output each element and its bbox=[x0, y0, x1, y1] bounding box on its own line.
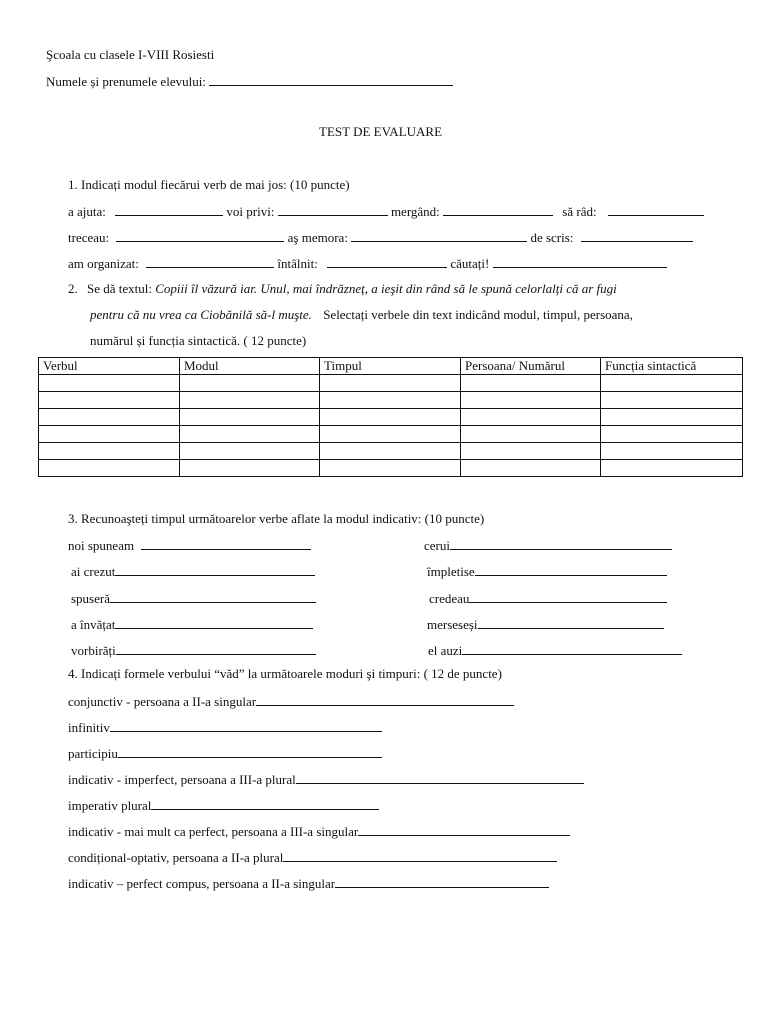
ex4-answer-field[interactable] bbox=[110, 719, 382, 732]
school-name: Şcoala cu clasele I-VIII Rosiesti bbox=[46, 47, 215, 62]
ex1-answer-field[interactable] bbox=[115, 203, 223, 216]
table-cell[interactable] bbox=[180, 375, 320, 392]
table-cell[interactable] bbox=[601, 375, 743, 392]
ex4-item bbox=[68, 875, 549, 892]
ex2-quote-2: pentru că nu vrea ca Ciobănilă să-l muşte. bbox=[90, 307, 312, 322]
ex4-answer-field[interactable] bbox=[335, 875, 549, 888]
ex1-verb: de scris: bbox=[530, 230, 574, 245]
ex2-number: 2. bbox=[68, 281, 78, 296]
ex4-item bbox=[68, 823, 570, 840]
table-cell[interactable] bbox=[320, 443, 461, 460]
table-cell[interactable] bbox=[39, 375, 180, 392]
ex1-answer-field[interactable] bbox=[608, 203, 704, 216]
ex2-line-1 bbox=[68, 281, 617, 297]
ex4-item bbox=[68, 849, 557, 866]
ex1-row-1 bbox=[68, 203, 704, 220]
student-name-line bbox=[46, 73, 453, 90]
table-cell[interactable] bbox=[39, 409, 180, 426]
ex3-answer-field[interactable] bbox=[110, 590, 316, 603]
table-cell[interactable] bbox=[320, 392, 461, 409]
ex3-verb: merseseși bbox=[427, 617, 478, 632]
table-row bbox=[39, 392, 743, 409]
ex2-instruction-2: numărul și funcția sintactică. ( 12 puncte) bbox=[90, 333, 307, 348]
ex4-item bbox=[68, 719, 382, 736]
ex1-verb: căutați! bbox=[450, 256, 490, 271]
table-header-person-number: Persoana/ Numărul bbox=[461, 358, 601, 375]
table-header-mood: Modul bbox=[180, 358, 320, 375]
table-cell[interactable] bbox=[39, 392, 180, 409]
ex1-verb: să râd: bbox=[562, 204, 597, 219]
table-cell[interactable] bbox=[601, 426, 743, 443]
ex3-answer-field[interactable] bbox=[478, 616, 664, 629]
ex2-intro: Se dă textul: bbox=[87, 281, 152, 296]
ex3-answer-field[interactable] bbox=[475, 563, 667, 576]
ex1-verb: am organizat: bbox=[68, 256, 139, 271]
ex4-heading: 4. Indicați formele verbului “văd” la următoarele moduri şi timpuri: ( 12 de puncte) bbox=[68, 666, 502, 681]
table-cell[interactable] bbox=[320, 460, 461, 477]
ex3-left-item bbox=[71, 590, 316, 607]
ex3-verb: ai crezut bbox=[71, 564, 116, 579]
ex4-item bbox=[68, 771, 584, 788]
ex3-right-item bbox=[429, 590, 667, 607]
table-cell[interactable] bbox=[180, 426, 320, 443]
ex3-verb: el auzi bbox=[428, 643, 463, 658]
ex3-answer-field[interactable] bbox=[462, 642, 682, 655]
table-header-verb: Verbul bbox=[39, 358, 180, 375]
ex4-item-label: conjunctiv - persoana a II-a singular bbox=[68, 694, 257, 709]
test-title: TEST DE EVALUARE bbox=[319, 124, 443, 139]
ex4-answer-field[interactable] bbox=[358, 823, 570, 836]
ex1-answer-field[interactable] bbox=[327, 255, 447, 268]
ex1-answer-field[interactable] bbox=[351, 229, 527, 242]
ex1-verb: treceau: bbox=[68, 230, 110, 245]
ex3-left-item bbox=[71, 563, 315, 580]
ex4-answer-field[interactable] bbox=[296, 771, 584, 784]
table-cell[interactable] bbox=[180, 409, 320, 426]
ex1-answer-field[interactable] bbox=[116, 229, 284, 242]
ex4-item-label: indicativ – perfect compus, persoana a II-a singular bbox=[68, 876, 336, 891]
ex3-verb: spuseră bbox=[71, 591, 110, 606]
ex1-verb: aş memora: bbox=[287, 230, 348, 245]
ex2-instruction-1: Selectați verbele din text indicând modul, timpul, persoana, bbox=[323, 307, 633, 322]
ex1-row-2 bbox=[68, 229, 693, 246]
table-cell[interactable] bbox=[180, 392, 320, 409]
ex1-answer-field[interactable] bbox=[493, 255, 667, 268]
ex4-item-label: imperativ plural bbox=[68, 798, 152, 813]
table-cell[interactable] bbox=[461, 375, 601, 392]
table-cell[interactable] bbox=[461, 460, 601, 477]
table-cell[interactable] bbox=[320, 375, 461, 392]
ex4-answer-field[interactable] bbox=[283, 849, 557, 862]
ex3-verb: cerui bbox=[424, 538, 450, 553]
ex3-verb: noi spuneam bbox=[68, 538, 135, 553]
table-cell[interactable] bbox=[461, 392, 601, 409]
ex3-right-item bbox=[427, 563, 667, 580]
table-header-tense: Timpul bbox=[320, 358, 461, 375]
ex3-right-item bbox=[424, 537, 672, 554]
table-cell[interactable] bbox=[461, 426, 601, 443]
ex1-verb: întâlnit: bbox=[277, 256, 318, 271]
ex3-answer-field[interactable] bbox=[115, 563, 315, 576]
ex4-item bbox=[68, 797, 379, 814]
table-cell[interactable] bbox=[39, 426, 180, 443]
table-cell[interactable] bbox=[320, 409, 461, 426]
ex3-right-item bbox=[428, 642, 682, 659]
table-row bbox=[39, 460, 743, 477]
table-cell[interactable] bbox=[39, 443, 180, 460]
ex3-verb: a învățat bbox=[71, 617, 116, 632]
student-name-label: Numele și prenumele elevului: bbox=[46, 74, 206, 89]
table-header-syntactic-function: Funcția sintactică bbox=[601, 358, 743, 375]
table-cell[interactable] bbox=[39, 460, 180, 477]
ex4-answer-field[interactable] bbox=[151, 797, 379, 810]
table-cell[interactable] bbox=[601, 460, 743, 477]
ex4-item-label: infinitiv bbox=[68, 720, 110, 735]
verb-analysis-table bbox=[38, 357, 743, 477]
ex3-answer-field[interactable] bbox=[115, 616, 313, 629]
ex3-verb: împletise bbox=[427, 564, 475, 579]
table-row bbox=[39, 375, 743, 392]
ex1-answer-field[interactable] bbox=[146, 255, 274, 268]
ex4-item-label: indicativ - mai mult ca perfect, persoana a III-a singular bbox=[68, 824, 359, 839]
ex4-item-label: condițional-optativ, persoana a II-a plural bbox=[68, 850, 284, 865]
table-row bbox=[39, 409, 743, 426]
ex1-verb: mergând: bbox=[390, 204, 440, 219]
table-row bbox=[39, 426, 743, 443]
table-cell[interactable] bbox=[180, 443, 320, 460]
table-header-row bbox=[39, 358, 743, 375]
ex3-right-item bbox=[427, 616, 664, 633]
table-cell[interactable] bbox=[180, 460, 320, 477]
student-name-field[interactable] bbox=[209, 73, 453, 86]
ex3-verb: vorbirăți bbox=[71, 643, 116, 658]
table-cell[interactable] bbox=[461, 443, 601, 460]
ex1-heading: 1. Indicați modul fiecărui verb de mai jos: (10 puncte) bbox=[68, 177, 350, 192]
ex3-answer-field[interactable] bbox=[116, 642, 316, 655]
ex2-line-2 bbox=[90, 307, 633, 323]
ex3-answer-field[interactable] bbox=[450, 537, 672, 550]
table-cell[interactable] bbox=[461, 409, 601, 426]
table-cell[interactable] bbox=[601, 409, 743, 426]
ex3-heading: 3. Recunoaşteți timpul următoarelor verbe aflate la modul indicativ: (10 puncte) bbox=[68, 511, 485, 526]
table-cell[interactable] bbox=[320, 426, 461, 443]
ex3-answer-field[interactable] bbox=[469, 590, 667, 603]
ex4-answer-field[interactable] bbox=[118, 745, 382, 758]
ex1-answer-field[interactable] bbox=[443, 203, 553, 216]
ex4-item bbox=[68, 693, 514, 710]
ex4-item bbox=[68, 745, 382, 762]
ex2-quote-1: Copiii îl văzură iar. Unul, mai îndrăzneț, a ieşit din rând să le spună celorlalți că ar fugi bbox=[155, 281, 617, 296]
ex4-item-label: indicativ - imperfect, persoana a III-a plural bbox=[68, 772, 296, 787]
table-row bbox=[39, 443, 743, 460]
ex3-left-item bbox=[71, 642, 316, 659]
ex3-answer-field[interactable] bbox=[141, 537, 311, 550]
table-cell[interactable] bbox=[601, 443, 743, 460]
ex1-verb: voi privi: bbox=[226, 204, 275, 219]
ex1-answer-field[interactable] bbox=[581, 229, 693, 242]
table-cell[interactable] bbox=[601, 392, 743, 409]
ex3-verb: credeau bbox=[429, 591, 470, 606]
ex1-row-3 bbox=[68, 255, 667, 272]
ex4-answer-field[interactable] bbox=[256, 693, 514, 706]
ex4-item-label: participiu bbox=[68, 746, 118, 761]
ex3-left-item bbox=[71, 616, 313, 633]
ex1-verb: a ajuta: bbox=[68, 204, 106, 219]
ex3-left-item bbox=[68, 537, 311, 554]
ex1-answer-field[interactable] bbox=[278, 203, 388, 216]
